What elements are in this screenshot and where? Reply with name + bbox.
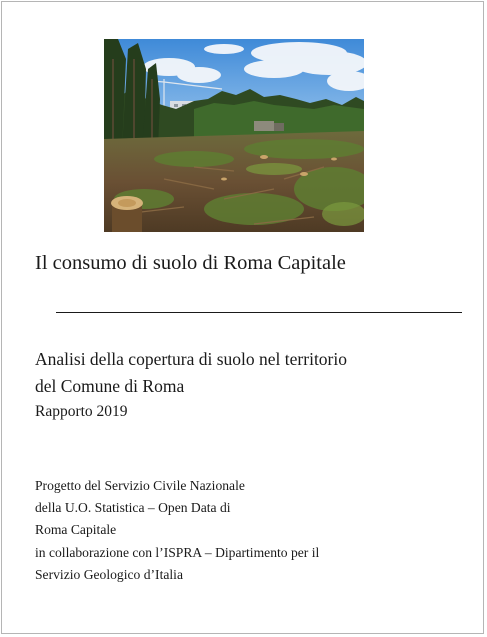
credits-line: della U.O. Statistica – Open Data di xyxy=(35,500,231,516)
document-title: Il consumo di suolo di Roma Capitale xyxy=(35,252,346,274)
clear-cut-forest-photo xyxy=(104,39,364,232)
subtitle-line: del Comune di Roma xyxy=(35,376,185,396)
credits-line: Roma Capitale xyxy=(35,522,117,538)
document-subtitle xyxy=(35,346,347,400)
title-divider xyxy=(56,312,462,313)
document-page xyxy=(1,1,484,634)
credits-line: Progetto del Servizio Civile Nazionale xyxy=(35,478,245,493)
subtitle-line: Analisi della copertura di suolo nel territorio xyxy=(35,349,347,369)
report-year: Rapporto 2019 xyxy=(35,403,128,420)
credits-line: in collaborazione con l’ISPRA – Dipartimento per il xyxy=(35,544,320,560)
credits-line: Servizio Geologico d’Italia xyxy=(35,566,183,582)
cover-photo xyxy=(104,39,364,232)
project-credits xyxy=(35,475,319,586)
